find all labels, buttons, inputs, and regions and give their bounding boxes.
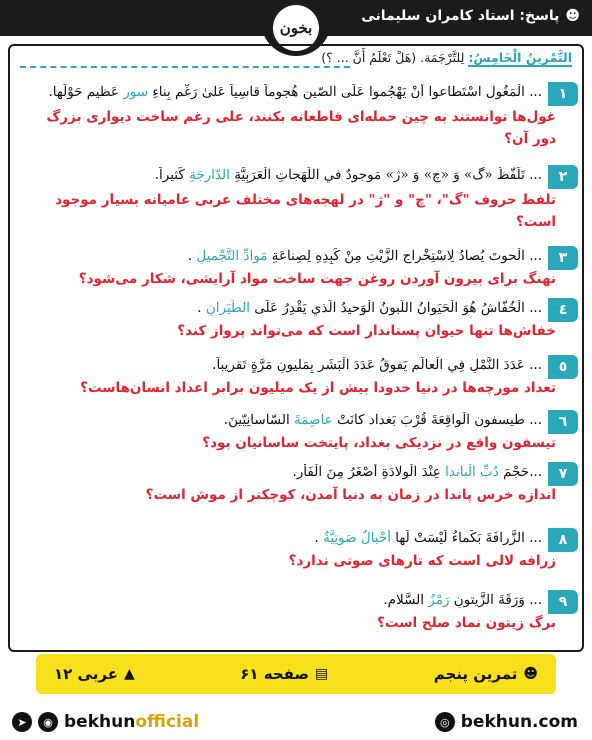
graduation-cap-icon: ▲: [123, 666, 135, 682]
persian-translation: غول‌ها توانستند به چین حمله‌ای قاطعانه بکنند، علی رغم ساخت دیواری بزرگ دور آن؟: [46, 109, 556, 147]
persian-translation: نهنگ برای بیرون آوردن روغن جهت ساخت مواد آرایشی، شکار می‌شود؟: [78, 271, 556, 287]
question-item-6: [14, 410, 578, 456]
question-number: ١: [548, 82, 578, 106]
question-item-4: [14, 298, 578, 344]
footer-info-bar: [36, 654, 556, 694]
question-number: ٤: [548, 298, 578, 322]
answer-author: [361, 8, 580, 24]
footer-page: ▤ صفحه ۶۱: [240, 665, 329, 683]
persian-translation: خفاش‌ها تنها حیوان پستاندار است که می‌تواند پرواز کند؟: [177, 323, 556, 339]
arabic-sentence: ... الزَّرافَةَ بَكْماءُ لَيْسَتْ لَها أَحْبالٌ صَوتِيَّةٌ .: [314, 530, 542, 546]
social-handle[interactable]: [12, 712, 199, 732]
telegram-icon[interactable]: ➤: [12, 712, 32, 732]
logo-text: بخون: [279, 19, 313, 37]
arabic-sentence: ...حَجْمَ دُبِّ الْباندا عِنْدَ الْوِلادَةِ أَصْغَرُ مِنَ الْفَأرِ.: [292, 464, 542, 480]
title-divider: [20, 66, 350, 68]
question-item-8: [14, 528, 578, 574]
question-number: ٩: [548, 590, 578, 614]
exercise-label: التَّمْرِينُ الْخَامِسُ:: [468, 50, 572, 65]
book-icon: ▤: [314, 666, 329, 682]
persian-translation: تیسفون واقع در نزدیکی بغداد، پایتخت ساسانیان بود؟: [202, 435, 556, 451]
arabic-sentence: ... الْحوتَ يُصادُ لِاسْتِخْراجِ الزَّيْتِ مِنْ كَبِدِهِ لِصِناعَةِ مَوادِّ التَّجْميلِ .: [187, 248, 542, 264]
highlighted-word: الدّارِجَةِ: [189, 167, 230, 183]
exercise-instruction: لِلتَّرْجَمَة. (هَلْ تَعْلَمُ أَنَّ ... ؟): [321, 50, 465, 65]
arabic-sentence: ... طيسفون الْواقِعَةَ قُرْبَ بَغداد كانَتْ عاصِمَةَ السّاسانِيّينَ.: [223, 412, 542, 428]
globe-icon: ◎: [435, 712, 455, 732]
arabic-sentence: ... الْمَغُول اسْتَطاعوا أَنْ يَهْجُموا عَلَى الصّينِ هُجوماً قاسِياً عَلىٰ رَغْمِ بِناءِ سورٍ عَظيمٍ حَوْلَها.: [48, 84, 542, 100]
question-item-9: [14, 590, 578, 636]
persian-translation: زرافه لالی است که تارهای صوتی ندارد؟: [288, 553, 556, 569]
highlighted-word: عاصِمَةَ: [294, 412, 333, 428]
arabic-sentence: ... الْخُفّاشُ هُوَ الْحَيَوانُ اللَّبونُ الْوَحيدُ الَّذي يَقْدِرُ عَلَى الطَّيَرانِ .: [197, 300, 542, 316]
footer-book: ▲ عربی ۱۲: [54, 665, 135, 683]
question-number: ٧: [548, 462, 578, 486]
user-icon: ☻: [565, 8, 580, 24]
question-item-7: [14, 462, 578, 508]
highlighted-word: رَمْزُ: [428, 592, 450, 608]
question-number: ٣: [548, 246, 578, 270]
question-item-1: [14, 82, 578, 147]
highlighted-word: مَوادِّ التَّجْميلِ: [196, 248, 268, 264]
website-text: bekhun.com: [460, 712, 578, 732]
website-link[interactable]: [435, 712, 578, 732]
arabic-sentence: ... تَلَفُّظُ «گ» وَ «چ» وَ «ژ» مَوجودٌ في اللَّهَجاتِ الْعَرَبِيَّةِ الدّارِجَةِ كَثيراً.: [154, 167, 542, 183]
highlighted-word: الطَّيَرانِ: [205, 300, 250, 316]
bottom-bar: [0, 704, 592, 740]
persian-translation: تلفظ حروف "گ"، "چ" و "ژ" در لهجه‌های مختلف عربی عامیانه بسیار موجود است؟: [55, 192, 556, 230]
persian-translation: اندازه خرس پاندا در زمان به دنیا آمدن، کوچکتر از موش است؟: [145, 487, 556, 503]
question-number: ٥: [548, 355, 578, 379]
question-item-2: [14, 165, 578, 230]
arabic-sentence: ... عَدَدَ النَّمْلِ فِي الْعالَمِ يَفوقُ عَدَدَ الْبَشَرِ بِمَليونِ مَرَّةٍ تَقريباً.: [212, 357, 542, 373]
question-number: ٦: [548, 410, 578, 434]
question-number: ٢: [548, 165, 578, 189]
persian-translation: تعداد مورچه‌ها در دنیا حدودا بیش از یک میلیون برابر اعداد انسان‌هاست؟: [80, 380, 556, 396]
social-handle-text: bekhunofficial: [64, 712, 200, 732]
footer-exercise: ☻ تمرین پنجم: [433, 665, 538, 683]
highlighted-word: سورٍ: [123, 84, 149, 100]
question-item-5: [14, 355, 578, 401]
highlighted-word: أَحْبالٌ صَوتِيَّةٌ: [323, 530, 391, 546]
exercise-title: [321, 50, 572, 65]
persian-translation: برگ زیتون نماد صلح است؟: [377, 615, 556, 631]
instagram-icon[interactable]: ◉: [38, 712, 58, 732]
question-number: ٨: [548, 528, 578, 552]
highlighted-word: دُبِّ الْباندا: [445, 464, 499, 480]
question-item-3: [14, 246, 578, 292]
arabic-sentence: ... وَرَقَةَ الزَّيتونِ رَمْزُ السَّلامِ.: [383, 592, 542, 608]
user-group-icon: ☻: [523, 666, 538, 682]
answer-label: پاسخ: استاد کامران سلیمانی: [361, 8, 560, 24]
